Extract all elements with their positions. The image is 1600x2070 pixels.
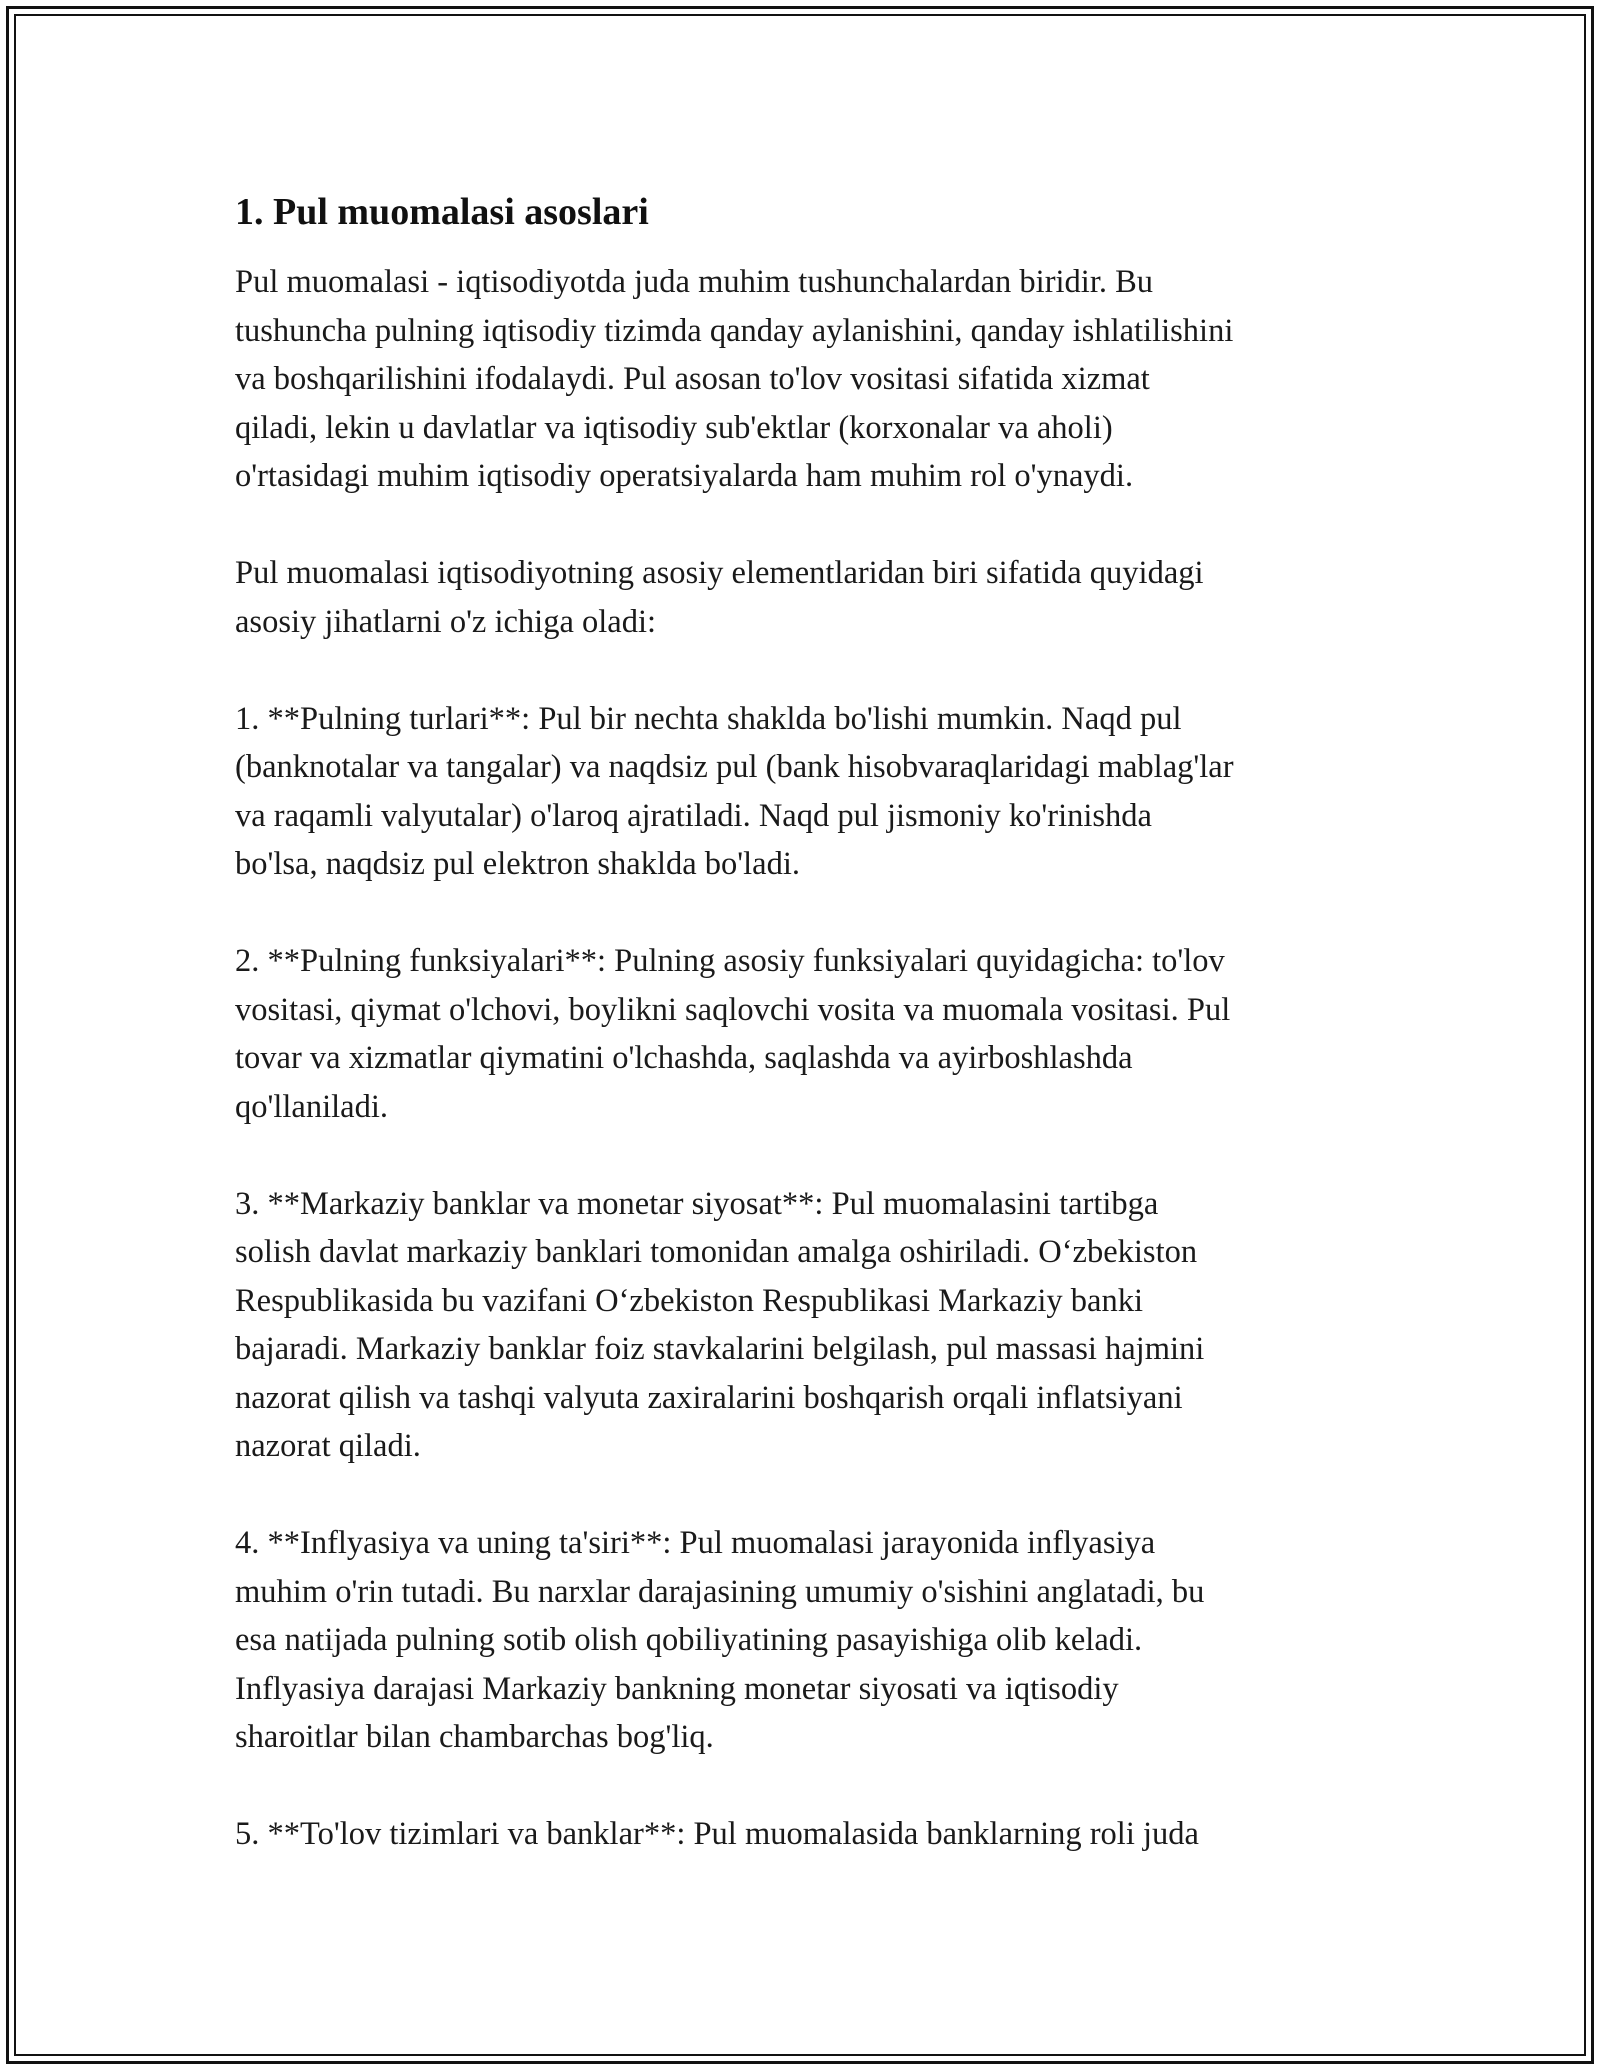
- paragraph-intro: Pul muomalasi - iqtisodiyotda juda muhim tushunchalardan biridir. Bu tushuncha pulning iqtisodiy tizimda qanday aylanishini, qanday ishlatilishini va boshqarilishini ifodalaydi. Pul asosan to'lov vositasi sifatida xizmat qiladi, lekin u davlatlar va iqtisodiy sub'ektlar (korxonalar va aholi) o'rtasidagi muhim iqtisodiy operatsiyalarda ham muhim rol o'ynaydi.: [235, 264, 1234, 494]
- list-item-central-banks: 3. **Markaziy banklar va monetar siyosat**: Pul muomalasini tartibga solish davlat markaziy banklari tomonidan amalga oshiriladi. O‘zbekiston Respublikasida bu vazifani O‘zbekiston Respublikasi Markaziy banki bajaradi. Markaziy banklar foiz stavkalarini belgilash, pul massasi hajmini nazorat qilish va tashqi valyuta zaxiralarini boshqarish orqali inflatsiyani nazorat qiladi.: [235, 1185, 1205, 1464]
- list-item-payment-systems: 5. **To'lov tizimlari va banklar**: Pul muomalasida banklarning roli juda: [235, 1816, 1199, 1852]
- document-title: 1. Pul muomalasi asoslari: [235, 191, 649, 233]
- paragraph-aspects-lead: Pul muomalasi iqtisodiyotning asosiy elementlaridan biri sifatida quyidagi asosiy jihatlarni o'z ichiga oladi:: [235, 555, 1204, 640]
- list-item-money-types: 1. **Pulning turlari**: Pul bir nechta shaklda bo'lishi mumkin. Naqd pul (banknotalar va tangalar) va naqdsiz pul (bank hisobvaraqlaridagi mablag'lar va raqamli valyutalar) o'laroq ajratiladi. Naqd pul jismoniy ko'rinishda bo'lsa, naqdsiz pul elektron shaklda bo'ladi.: [235, 700, 1234, 882]
- document-body: [235, 188, 1375, 1907]
- list-item-money-functions: 2. **Pulning funksiyalari**: Pulning asosiy funksiyalari quyidagicha: to'lov vositasi, qiymat o'lchovi, boylikni saqlovchi vosita va muomala vositasi. Pul tovar va xizmatlar qiymatini o'lchashda, saqlashda va ayirboshlashda qo'llaniladi.: [235, 943, 1231, 1125]
- list-item-inflation: 4. **Inflyasiya va uning ta'siri**: Pul muomalasi jarayonida inflyasiya muhim o'rin tutadi. Bu narxlar darajasining umumiy o'sishini anglatadi, bu esa natijada pulning sotib olish qobiliyatining pasayishiga olib keladi. Inflyasiya darajasi Markaziy bankning monetar siyosati va iqtisodiy sharoitlar bilan chambarchas bog'liq.: [235, 1525, 1205, 1755]
